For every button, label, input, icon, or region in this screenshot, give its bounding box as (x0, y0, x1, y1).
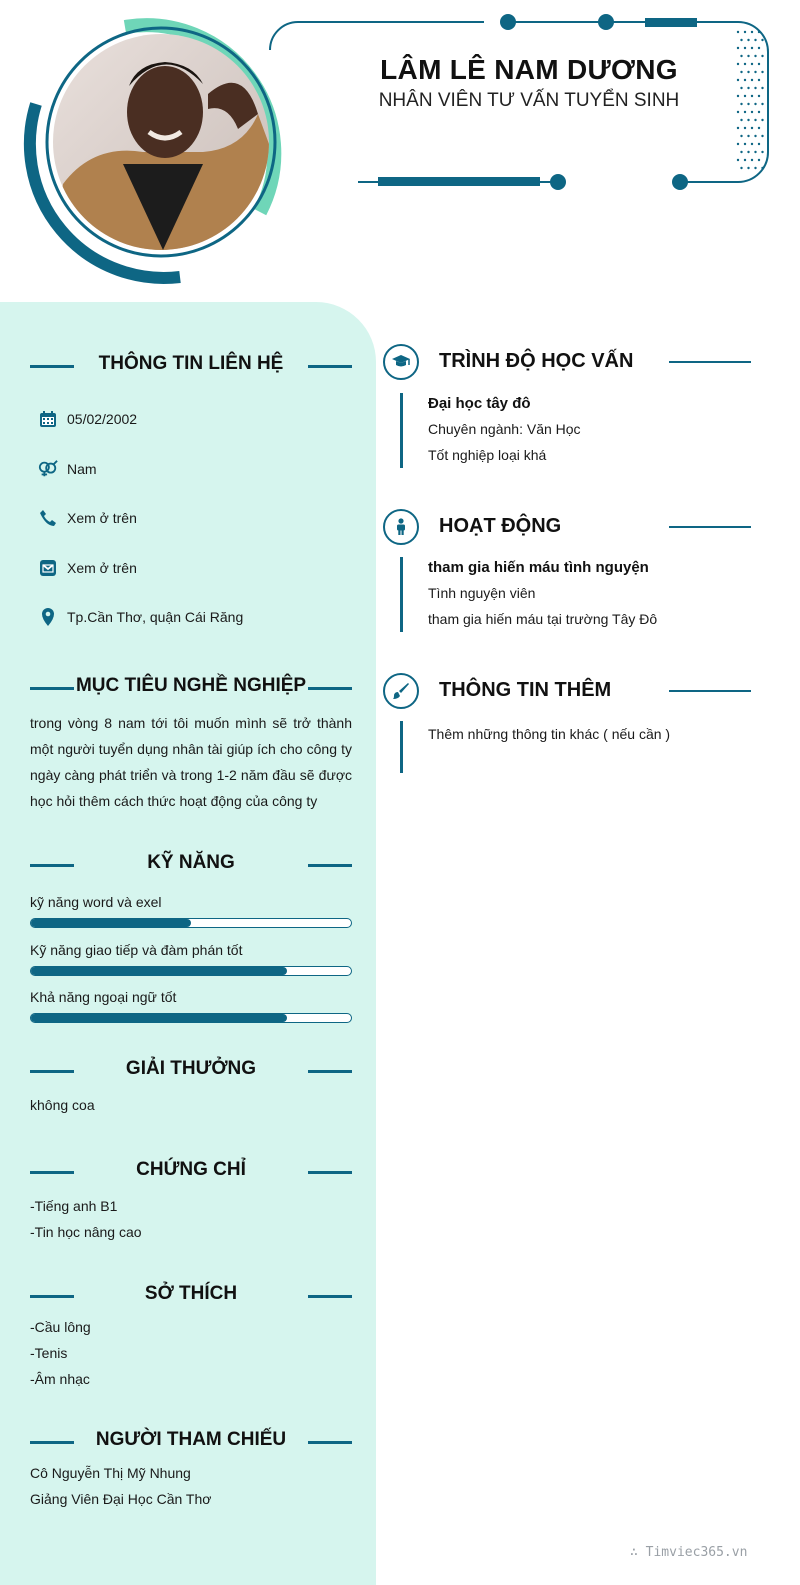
skill-bar-fill (31, 967, 287, 975)
email-icon (38, 558, 58, 578)
watermark: ∴ Timviec365.vn (630, 1545, 748, 1560)
hobby-line: -Âm nhạc (30, 1371, 90, 1387)
education-grade: Tốt nghiệp loại khá (428, 447, 547, 463)
skill-name: Kỹ năng giao tiếp và đàm phán tốt (30, 942, 243, 958)
gender-icon (38, 459, 58, 479)
education-major: Chuyên ngành: Văn Học (428, 421, 581, 437)
candidate-name: LÂM LÊ NAM DƯƠNG (380, 54, 678, 85)
contact-address (38, 605, 243, 629)
job-title: NHÂN VIÊN TƯ VẤN TUYỂN SINH (378, 90, 680, 111)
skill-bar-fill (31, 919, 191, 927)
activities-section-title: HOẠT ĐỘNG (383, 509, 751, 547)
email-value: Xem ở trên (67, 560, 137, 576)
activity-role: Tình nguyện viên (428, 585, 536, 601)
skills-section-title: KỸ NĂNG (30, 852, 352, 878)
additional-text: Thêm những thông tin khác ( nếu cần ) (428, 726, 671, 742)
education-timeline-line (400, 393, 403, 468)
education-school: Đại học tây đô (428, 395, 531, 412)
references-section-title: NGƯỜI THAM CHIẾU (30, 1429, 352, 1455)
objective-section-title: MỤC TIÊU NGHỀ NGHIỆP (30, 675, 352, 701)
skill-bar (30, 918, 352, 928)
objective-text: trong vòng 8 nam tới tôi muốn mình sẽ trở thành một người tuyển dụng nhân tài giúp ích cho công ty ngày càng phát triển và trong 1-2 năm đầu sẽ được học hỏi thêm cách thức hoạt động của công ty (30, 715, 352, 809)
address-value: Tp.Cần Thơ, quận Cái Răng (67, 609, 244, 625)
contact-dob (38, 407, 137, 431)
gender-value: Nam (67, 461, 97, 477)
skill-bar (30, 966, 352, 976)
hobbies-section-title: SỞ THÍCH (30, 1283, 352, 1309)
activity-desc: tham gia hiến máu tại trường Tây Đô (428, 611, 658, 627)
activities-timeline-line (400, 557, 403, 632)
contact-phone (38, 506, 137, 530)
phone-icon (38, 508, 58, 528)
skill-bar (30, 1013, 352, 1023)
activity-name: tham gia hiến máu tình nguyện (428, 559, 649, 576)
dob-value: 05/02/2002 (67, 411, 138, 427)
reference-line: Giảng Viên Đại Học Cần Thơ (30, 1491, 212, 1507)
education-section-title: TRÌNH ĐỘ HỌC VẤN (383, 344, 751, 382)
calendar-icon (38, 409, 58, 429)
contact-gender (38, 457, 97, 481)
graduation-cap-icon (383, 344, 419, 380)
certificate-line: -Tiếng anh B1 (30, 1198, 118, 1214)
skill-name: kỹ năng word và exel (30, 894, 162, 910)
skill-name: Khả năng ngoại ngữ tốt (30, 989, 177, 1005)
reference-line: Cô Nguyễn Thị Mỹ Nhung (30, 1465, 191, 1481)
hobby-line: -Cầu lông (30, 1319, 91, 1335)
certificates-section-title: CHỨNG CHỈ (30, 1159, 352, 1185)
contact-section-title: THÔNG TIN LIÊN HỆ (30, 353, 352, 379)
phone-value: Xem ở trên (67, 510, 137, 526)
awards-section-title: GIẢI THƯỞNG (30, 1058, 352, 1084)
profile-photo (53, 34, 269, 250)
contact-email (38, 556, 137, 580)
certificate-line: -Tin học nâng cao (30, 1224, 142, 1240)
hobby-line: -Tenis (30, 1345, 68, 1361)
location-icon (38, 607, 58, 627)
brush-icon (383, 673, 419, 709)
skill-bar-fill (31, 1014, 287, 1022)
additional-section-title: THÔNG TIN THÊM (383, 673, 751, 711)
additional-timeline-line (400, 721, 403, 773)
award-line: không coa (30, 1097, 95, 1113)
person-icon (383, 509, 419, 545)
